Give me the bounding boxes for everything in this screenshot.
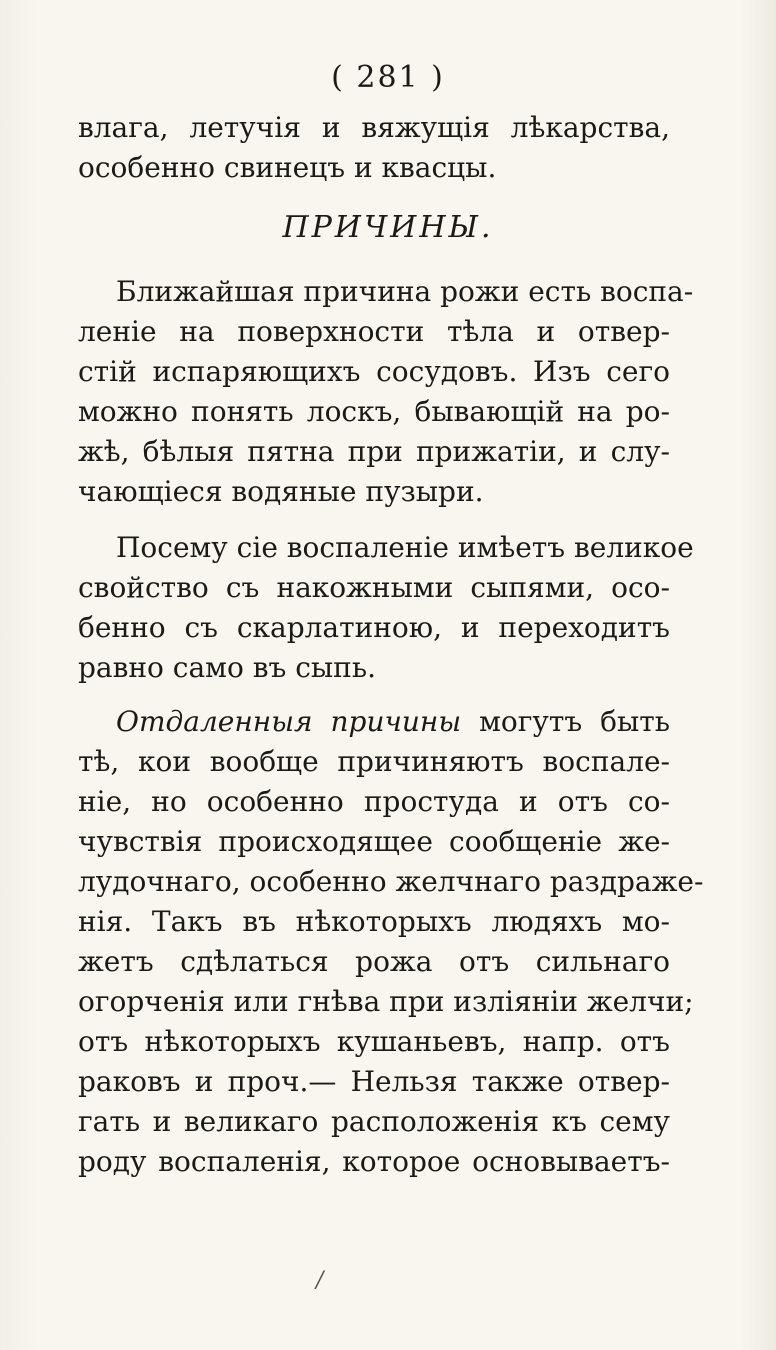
page-number: ( 281 ) (331, 60, 445, 95)
text-line: Посему сіе воспаленіе имѣетъ великое (116, 531, 694, 564)
paragraph-remote-causes (78, 702, 704, 1182)
section-heading: ПРИЧИНЫ. (282, 210, 494, 245)
text-line: раковъ и проч.— Нельзя также отвер- (78, 1065, 670, 1098)
text-line: чающіеся водяные пузыри. (78, 475, 484, 508)
text-line: равно само въ сыпь. (78, 651, 376, 684)
text-line: леніе на поверхности тѣла и отвер- (78, 315, 670, 348)
paragraph-proximate-cause (78, 272, 694, 512)
top-text (78, 108, 670, 188)
text-line: бенно съ скарлатиною, и переходитъ (78, 611, 670, 644)
text-line: нія. Такъ въ нѣкоторыхъ людяхъ мо- (78, 905, 670, 938)
text-line: стій испаряющихъ сосудовъ. Изъ сего (78, 355, 670, 388)
text-line: свойство съ накожными сыпями, осо- (78, 571, 670, 604)
text-line: ніе, но особенно простуда и отъ со- (78, 785, 670, 818)
text-line: лудочнаго, особенно желчнаго раздраже- (78, 865, 704, 898)
text-fragment: могутъ быть (479, 705, 670, 738)
text-line: Ближайшая причина рожи есть воспа- (116, 275, 694, 308)
text-line: особенно свинецъ и квасцы. (78, 151, 497, 184)
italic-phrase: Отдаленныя причины (116, 705, 462, 738)
text-line (78, 702, 670, 742)
text-line: роду воспаленія, которое основываетъ- (78, 1145, 670, 1178)
text-line: огорченія или гнѣва при изліяніи желчи; (78, 985, 694, 1018)
text-line: можно понять лоскъ, бывающій на ро- (78, 395, 670, 428)
text-line: жѣ, бѣлыя пятна при прижатіи, и слу- (78, 435, 670, 468)
text-line: влага, летучія и вяжущія лѣкарства, (78, 111, 670, 144)
text-line: тѣ, кои вообще причиняютъ воспале- (78, 745, 670, 778)
text-line: чувствія происходящее сообщеніе же- (78, 825, 670, 858)
text-line: жетъ сдѣлаться рожа отъ сильнаго (78, 945, 670, 978)
bottom-mark: / (316, 1268, 324, 1293)
text-line: гать и великаго расположенія къ сему (78, 1105, 670, 1138)
paragraph-rash-relation (78, 528, 694, 688)
text-line: отъ нѣкоторыхъ кушаньевъ, напр. отъ (78, 1025, 670, 1058)
